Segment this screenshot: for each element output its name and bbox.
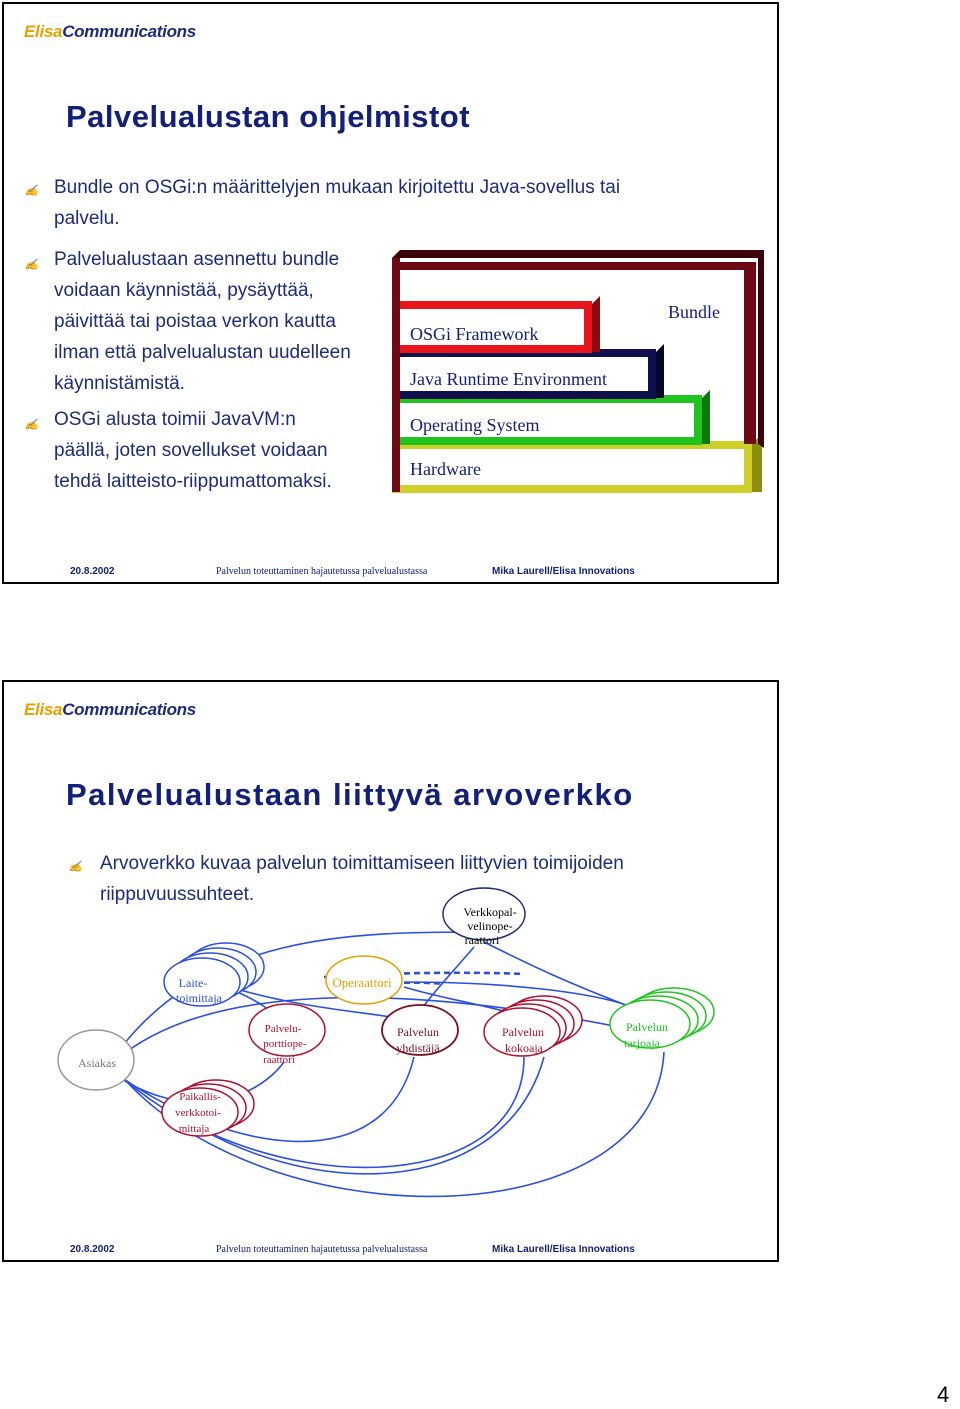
value-network-diagram — [4, 682, 777, 1260]
label-yhdistaja: Palvelun yhdistäjä — [396, 1025, 440, 1055]
bullet-icon: ✍ — [67, 861, 86, 873]
bullet-2: Palvelualustaan asennettu bundle voidaan käynnistää, pysäyttää, päivittää tai poistaa verkon kautta ilman että palvelualustan uudelleen käynnistämistä. — [54, 249, 351, 394]
slide-title: Palvelualustaan liittyvä arvoverkko — [66, 777, 634, 812]
footer-author: Mika Laurell/Elisa Innovations — [492, 566, 635, 577]
bullet-3: OSGi alusta toimii JavaVM:n päällä, joten sovellukset voidaan tehdä laitteisto-riippumattomaksi. — [54, 409, 332, 492]
footer-title: Palvelun toteuttaminen hajautetussa palvelualustassa — [216, 1244, 428, 1255]
slide-1 — [2, 2, 779, 584]
framework-label: OSGi Framework — [410, 324, 539, 344]
footer-author: Mika Laurell/Elisa Innovations — [492, 1244, 635, 1255]
bullet-1: Bundle on OSGi:n määrittelyjen mukaan kirjoitettu Java-sovellus tai palvelu. — [54, 177, 621, 229]
os-label: Operating System — [410, 415, 540, 435]
footer-date: 20.8.2002 — [70, 1244, 115, 1255]
bundle-label: Bundle — [668, 302, 720, 322]
label-tarjoaja: Palvelun tarjoaja — [624, 1020, 668, 1050]
label-laite: Laite-toimittaja — [176, 976, 222, 1005]
label-verkko: Verkkopal-velinope-raattori — [463, 905, 517, 947]
label-asiakas: Asiakas — [78, 1056, 116, 1070]
bullet-icon: ✍ — [23, 185, 42, 197]
footer-date: 20.8.2002 — [70, 566, 115, 577]
label-portti: Palvelu-porttiope-raattori — [263, 1023, 307, 1066]
bullet-icon: ✍ — [23, 419, 42, 431]
footer-title: Palvelun toteuttaminen hajautetussa palvelualustassa — [216, 566, 428, 577]
slide-title: Palvelualustan ohjelmistot — [66, 99, 471, 134]
hardware-label: Hardware — [410, 459, 481, 479]
page-number: 4 — [937, 1382, 950, 1407]
elisa-logo: ElisaCommunications — [24, 700, 196, 719]
elisa-logo: ElisaCommunications — [24, 22, 196, 41]
bullet-1: Arvoverkko kuvaa palvelun toimittamiseen liittyvien toimijoiden riippuvuussuhteet. — [100, 853, 624, 905]
bullet-icon: ✍ — [23, 259, 42, 271]
label-paikallis: Paikallis-verkkotoi-mittaja — [175, 1091, 221, 1135]
slide-2 — [2, 680, 779, 1262]
jre-label: Java Runtime Environment — [410, 369, 607, 389]
label-kokoaja: Palvelun kokoaja — [502, 1025, 544, 1055]
label-operaattori: Operaattori — [332, 975, 392, 990]
